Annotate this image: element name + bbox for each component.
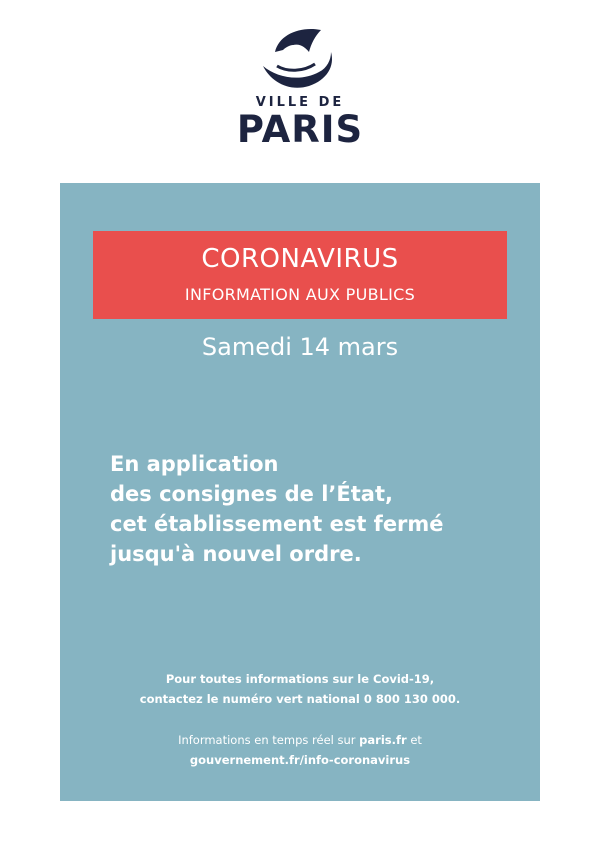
gouvernement-link[interactable]: gouvernement.fr/info-coronavirus xyxy=(189,753,411,767)
realtime-conjunction: et xyxy=(406,733,422,747)
logo-paris: PARIS xyxy=(236,108,364,151)
realtime-prefix: Informations en temps réel sur xyxy=(178,733,360,747)
closure-message xyxy=(110,449,530,569)
realtime-line xyxy=(60,750,540,770)
banner-title: CORONAVIRUS xyxy=(201,244,399,274)
contact-line: Pour toutes informations sur le Covid-19, xyxy=(165,672,435,686)
realtime-info xyxy=(60,730,540,770)
realtime-line xyxy=(60,730,540,750)
logo-ville-de: VILLE DE xyxy=(255,95,345,110)
message-line: des consignes de l’État, xyxy=(110,482,393,506)
contact-line: contactez le numéro vert national 0 800 130 000. xyxy=(139,692,461,706)
notice-panel xyxy=(60,183,540,801)
message-line: cet établissement est fermé xyxy=(110,512,444,536)
banner-subtitle: INFORMATION AUX PUBLICS xyxy=(184,285,416,304)
contact-info xyxy=(60,669,540,709)
coronavirus-banner xyxy=(93,231,507,319)
ville-de-paris-logo xyxy=(0,20,600,155)
message-line: jusqu'à nouvel ordre. xyxy=(110,542,362,566)
paris-boat-icon xyxy=(257,22,337,92)
paris-fr-link[interactable]: paris.fr xyxy=(359,733,407,747)
notice-date: Samedi 14 mars xyxy=(201,333,399,361)
message-line: En application xyxy=(110,452,279,476)
